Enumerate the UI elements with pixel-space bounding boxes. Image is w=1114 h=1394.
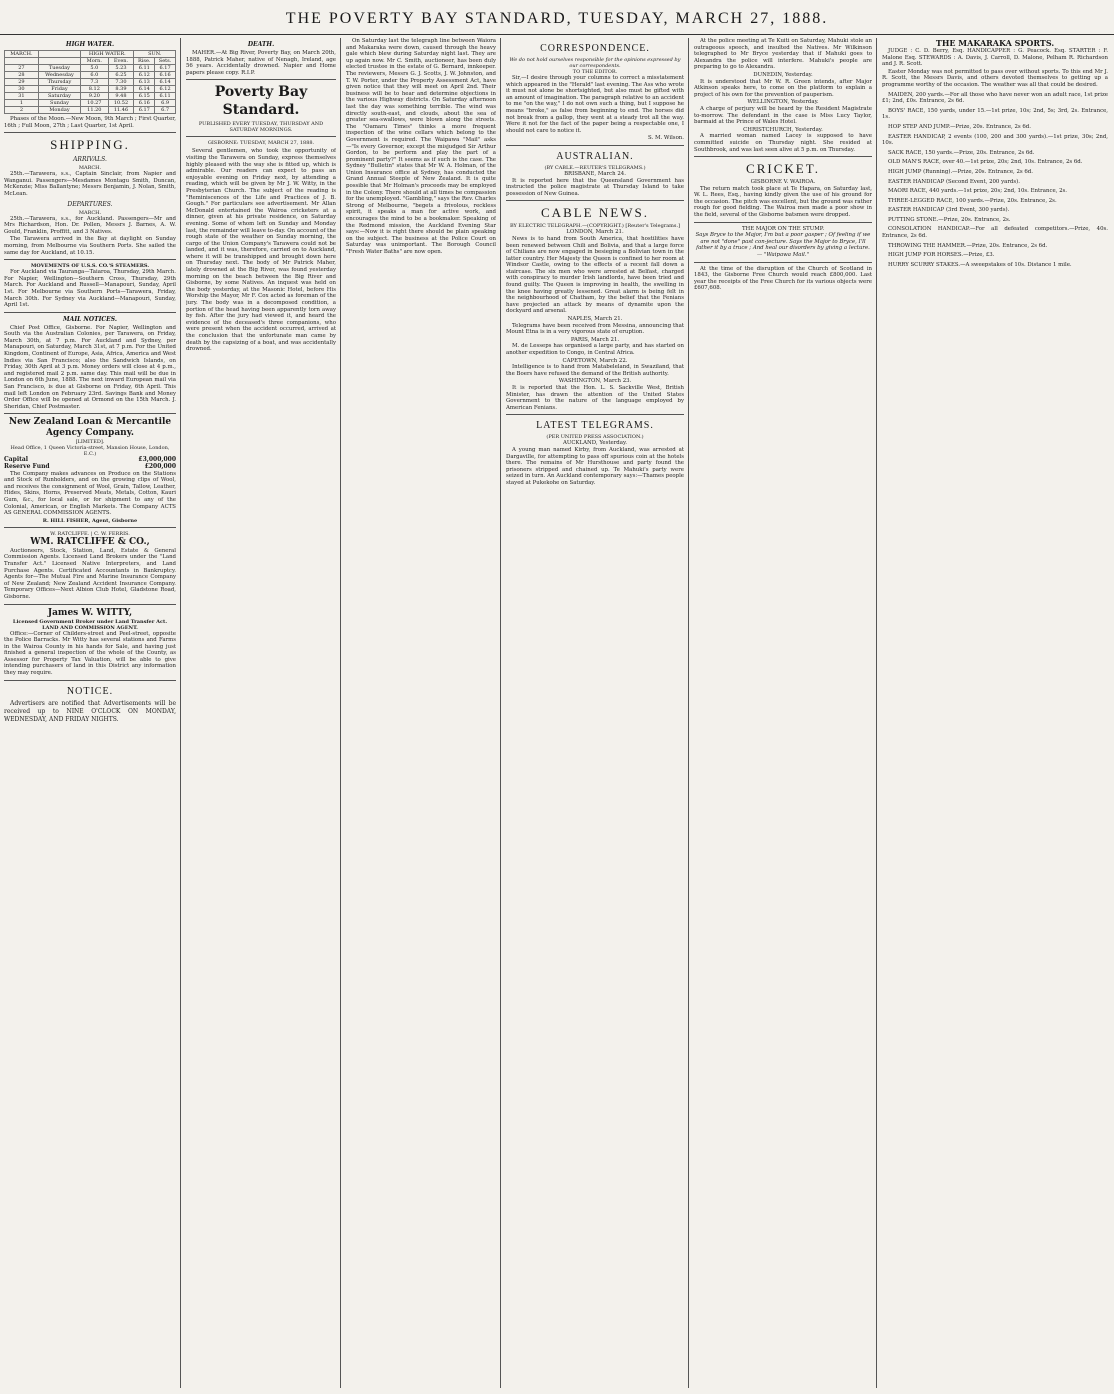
tide-cell: 6.0 [81,72,108,79]
tide-cell: 6.12 [155,86,176,93]
arrivals-heading: ARRIVALS. [73,156,107,164]
death-text: MAHER.—At Big River, Poverty Bay, on March 20th, 1888, Patrick Maher, native of Nenagh, Ireland, age 56 years. Accidentally drowned. Napier and Home papers please copy. R.I.P. [186,50,336,76]
tide-cell: 6.16 [155,72,176,79]
wellington-text: A charge of perjury will be heard by the Resident Magistrate to-morrow. The defendant in the case is Miss Lucy Taylor, barmaid at the Prince of Wales Hotel. [694,105,872,126]
tide-cell: Wednesday [38,72,80,79]
tide-header-sun: SUN. [134,51,176,58]
tide-cell: 11.46 [108,107,134,114]
washington-dateline: WASHINGTON, March 23. [558,378,632,385]
capetown-text: Intelligence is to hand from Matabeleland, in Swaziland, that the Boers have refused the demand of the British authority. [506,364,684,377]
tide-sub-even: Even. [108,58,134,65]
tide-row [5,86,176,93]
sports-event: SACK RACE, 150 yards.—Prize, 20s. Entrance, 2s 6d. [888,149,1035,156]
published-note: PUBLISHED EVERY TUESDAY, THURSDAY AND SATURDAY MORNINGS. [198,121,324,134]
auckland-dateline: AUCKLAND, Yesterday. [562,440,628,447]
tide-cell: 6.12 [134,72,155,79]
sports-event: BOYS' RACE, 150 yards, under 15.—1st prize, 10s; 2nd, 5s; 3rd, 2s. Entrance, 1s. [882,107,1108,121]
nz-loan-agent: R. HILL FISHER, Agent, Gisborne [42,517,138,524]
tide-row [5,100,176,107]
tide-cell: 31 [5,93,39,100]
paris-dateline: PARIS, March 21. [570,336,620,343]
column-rule [340,38,341,1388]
tide-header-month: MARCH. [5,51,39,58]
columns [4,38,1110,1390]
tide-cell: 6.11 [134,65,155,72]
witty-sub2: LAND AND COMMISSION AGENT. [42,624,138,631]
column-5-end: At the time of the disruption of the Church of Scotland in 1843, the Gisborne Free Church would reach £800,000. Last year the receipts of the Free Church for its various objects were £607,608. [694,265,872,292]
tide-cell: 10.27 [81,100,108,107]
nz-loan-office: Head Office, 1 Queen Victoria-street, Mansion House, London, E.C.) [10,445,170,458]
sports-event: HIGH JUMP (Running).—Prize, 20s. Entrance, 2s 6d. [888,168,1033,175]
tide-cell: 5.0 [81,65,108,72]
column-3 [346,38,496,1388]
judges: JUDGE : C. D. Berry, Esq. HANDICAPPER : G. Peacock. Esq. STARTER : F. Malone Esq. STEWARDS : A. Davis, J. Carroll, D. Malone, Pelham R. Richardson and J. R. Scott. [882,48,1108,68]
dunedin-text: It is understood that Mr W. R. Green intends, after Major Atkinson speaks here, to come on the platform to explain a project of his own for the prevention of pauperism. [694,78,872,98]
cable-text: News is to hand from South America, that hostilities have been renewed between Chili and Bolivia, and that a large force of Chilians are now engaged in besieging a Bolivian town in the latter country. Her Majesty the Queen is confined to her room at Windsor Castle, owing to the effects of a recent fall down a staircase. The six men who were arrested at Belfast, charged with conspiracy to murder Irish landlords, have been tried and found guilty. The Queen is improving in health, the swelling in the knee having greatly lessened. Great alarm is being felt in the neighbourhood of Chatham, by the belief that the Fenians have projected an attack by means of dynamite upon the dockyard and arsenal. [506,235,684,315]
tide-cell: Friday [38,86,80,93]
ratcliffe-names: W. RATCLIFFE. | C. W. FERRIS. [50,530,130,537]
uss-heading: MOVEMENTS OF U.S.S. CO.'S STEAMERS. [30,263,150,270]
departures-heading: DEPARTURES. [67,200,113,208]
arrivals-text: 25th.—Tarawera, s.s., Captain Sinclair, from Napier and Wanganui. Passengers—Mesdames Montagu Smith, Duncan, McKenzie; Miss Ballantyne; Messrs Benjamin, J. Nolan, Smith, McLean. [4,171,176,197]
sports-event: THREE-LEGGED RACE, 100 yards.—Prize, 20s. Entrance, 2s. [888,197,1057,204]
australian-by: (BY CABLE.—REUTER'S TELEGRAMS.) [544,164,646,171]
tide-cell: 6.11 [155,93,176,100]
events-list [882,92,1108,269]
tide-cell: Monday [38,107,80,114]
sports-event: EASTER HANDICAP (3rd Event, 300 yards). [888,207,1010,214]
column-1 [4,38,176,1388]
tide-cell: 6.17 [155,65,176,72]
dateline: GISBORNE: TUESDAY, MARCH 27, 1888. [207,140,315,147]
column-6 [882,38,1108,1388]
latest-by: (PER UNITED PRESS ASSOCIATION.) [546,434,644,441]
notice-heading: NOTICE. [66,685,114,697]
australian-dateline: BRISBANE, March 24. [564,170,626,177]
tide-cell: 9.48 [108,93,134,100]
column-4 [506,38,684,1388]
reserve-value: £200,000 [144,463,176,470]
arrivals-month: MARCH. [78,165,102,172]
high-water-heading: HIGH WATER. [65,41,115,48]
moon-phases: Phases of the Moon.—New Moon, 9th March ; First Quarter, 16th ; Full Moon, 27th ; Last Quarter, 1st April. [4,116,176,129]
cricket-subheading: GISBORNE V. WAIROA. [750,179,816,186]
tide-row [5,79,176,86]
the-major-heading: THE MAJOR ON THE STUMP. [741,225,825,232]
poem: Says Bryce to the Major, I'm but a poor gasper ; Of feeling if we are not "done" past con-jecture. Says the Major to Bryce, I'll father it by a truce ; And heal our disorders by giving a lecture. — "Waipawa Mail." [695,232,871,259]
death-heading: DEATH. [247,41,275,48]
column-2 [186,38,336,1388]
departures-month: MARCH. [78,209,102,216]
correspondence-heading: CORRESPONDENCE. [540,43,650,54]
reserve-label: Reserve Fund [4,463,50,470]
column-rule [180,38,181,1388]
cricket-text: The return match took place at Te Hapara, on Saturday last, W. L. Rees, Esq., having kindly given the use of his ground for the occasion. The pitch was excellent, but the ground was rather rough for good fielding. The Wairoa men made a poor show in the field, several of the Gisborne batsmen were dropped. [694,185,872,219]
christchurch-dateline: CHRISTCHURCH, Yesterday. [743,126,823,133]
tide-cell: 27 [5,65,39,72]
sports-intro: Easter Monday was not permitted to pass over without sports. To this end Mr J. R. Scott, the Messrs Davis, and others devoted themselves to getting up a programme worthy of the occasion. The weather was all that could be desired. [882,68,1108,88]
sports-event: PUTTING STONE.—Prize, 20s. Entrance, 2s. [888,216,1011,223]
witty-body: Office:—Corner of Childers-street and Peel-street, opposite the Police Barracks. Mr Witty has several stations and Farms in the Wairoa County in his hands for Sale, and having just finished a general inspection of the whole of the County, as Assessor for Property Tax Valuation, will be able to give intending purchasers of land in this District any information they may require. [4,630,176,677]
naples-dateline: NAPLES, March 21. [567,316,623,323]
cable-news-heading: CABLE NEWS. [541,205,649,221]
cable-by: BY ELECTRIC TELEGRAPH.—(COPYRIGHT.) [Reuter's Telegrams.] [509,223,681,230]
tide-cell: 28 [5,72,39,79]
column-3-body: On Saturday last the telegraph line between Waiora and Makaraka were down, caused through the heavy gale which blew during Saturday night last. They are up again now. Mr C. Smith, auctioneer, has been duly elected trustee in the estate of G. Bernard, innkeeper. The reviewers, Messrs G. J. Scotts, J. W. Johnston, and T. W. Porter, under the Property Assessment Act, have given notice that they will meet on April 2nd. Their business will be to hear and determine objections in the various Highway districts. On Saturday afternoon last the day was something terrible. The wind was directly south-east, and clouds, about the sea of greater sea-swallows, were blown along the streets. The "Oamaru Times" thinks a more frequent inspection of the wine cellars which belong to the Government is required. The Waipawa "Mail" asks—"Is every Governor, except the misjudged Sir Arthur Gordon, to be perform and play the part of a prominent party?" It seems as if such is the case. The Sydney "Bulletin" states that Mr W. A. Holman, of the Union Insurance office at Sydney, has conducted the Grand Annual Steeple of New Zealand. It is quite possible that Mr Holman's proceeds may be employed in the Colony. There should at all times be compassion for the unemployed. "Gambling," says the Rev. Charles Strong of Melbourne, "begets a frivolous, reckless spirit, it speaks a man for active work, and encourages the mind to be a bookmaker. Speaking of the Redmond mission, the Auckland Evening Star says:—Now it is right there should be plain speaking on the subject. The business at the Police Court on Saturday was unimportant. The Borough Council "Fresh Water Baths" are now open. [346,38,496,255]
sports-event: HURRY SCURRY STAKES.—A sweepstakes of 10s. Distance 1 mile. [888,261,1072,268]
sports-event: HOP STEP AND JUMP.—Prize, 20s. Entrance, 2s 6d. [888,123,1031,130]
letter: Sir,—I desire through your columns to correct a misstatement which appeared in the "Herald" last evening. The Ass who wrote it must not alone be shortsighted, but also must be gifted with an amount of imagination. The paragraph relative to an accident to me "on the way," I do not own such a thing, but I suppose he means "broke," as false from beginning to end. The horses did not break from a gallop, they went at a steady trot all the way. Were it not for the fact of the paper being a respectable one, I should not care to notice it. [506,75,684,134]
tide-cell: 7.30 [108,79,134,86]
tide-cell: 2 [5,107,39,114]
tide-cell: 6.9 [155,100,176,107]
masthead [0,0,1114,35]
sports-event: EASTER HANDICAP (Second Event, 200 yards). [888,178,1020,185]
correspondence-note: We do not hold ourselves responsible for the opinions expressed by our correspondents. [509,57,681,69]
tide-sub-morn: Morn. [81,58,108,65]
tide-cell: 6.16 [134,100,155,107]
masthead-title: THE POVERTY BAY STANDARD, TUESDAY, MARCH 27, 1888. [285,10,829,27]
tide-cell: 9.20 [81,93,108,100]
tide-cell: 5.23 [108,65,134,72]
tide-cell: 6.14 [134,86,155,93]
tide-cell: 11.20 [81,107,108,114]
australian-text: It is reported here that the Queensland Government has instructed the police magistrate at Thursday Island to take possession of New Guinea. [506,177,684,197]
ratcliffe-title: WM. RATCLIFFE & CO., [30,536,150,547]
sports-event: CONSOLATION HANDICAP.—For all defeated competitors.—Prize, 40s. Entrance, 2s 6d. [882,226,1108,240]
sports-event: MAORI RACE, 440 yards.—1st prize, 20s; 2nd, 10s. Entrance, 2s. [888,188,1067,195]
tide-cell: 10.52 [108,100,134,107]
tide-cell: Saturday [38,93,80,100]
mail-heading: MAIL NOTICES. [63,315,117,323]
tide-cell: 29 [5,79,39,86]
tide-row [5,65,176,72]
tide-cell: 6.17 [134,107,155,114]
tide-row [5,93,176,100]
sports-event: EASTER HANDICAP, 2 events (100, 200 and 300 yards).—1st prize, 30s; 2nd, 10s. [882,133,1108,147]
to-editor: TO THE EDITOR. [572,69,618,75]
paris-text: M. de Lesseps has organised a large party, and has started on another expedition to Congo, in Central Africa. [506,343,684,356]
sports-event: OLD MAN'S RACE, over 40.—1st prize, 20s; 2nd, 10s. Entrance, 2s 6d. [888,159,1083,166]
tide-cell: Tuesday [38,65,80,72]
column-rule [876,38,877,1388]
makaraka-heading: THE MAKARAKA SPORTS. [935,38,1055,48]
sports-event: HIGH JUMP FOR HORSES.—Prize, £3. [888,252,995,259]
capital-value: £3,000,000 [138,456,176,464]
tide-row [5,72,176,79]
column-rule [688,38,689,1388]
tide-cell: 8.12 [81,86,108,93]
tide-sub-sets: Sets. [155,58,176,65]
uss-text: For Auckland via Tauranga—Taiaroa, Thursday, 29th March. For Napier, Wellington—Southern Cross, Thursday, 29th March. For Auckland and Russell—Manapouri, Sunday, April 1st. For Melbourne via Southern Ports—Tarawera, Friday, March 30th. For Sydney via Auckland—Manapouri, Sunday, April 1st. [4,269,176,309]
sports-event: MAIDEN, 200 yards.—For all those who have never won an adult race, 1st prize £1; 2nd, £0s. Entrance, 2s 6d. [882,91,1108,105]
tide-row [5,107,176,114]
tide-cell: 6.14 [155,79,176,86]
tide-table [4,50,176,114]
capital-label: Capital [4,456,29,464]
notice-body: Advertisers are notified that Advertisements will be received up to NINE O'CLOCK ON MONDAY, WEDNESDAY, AND FRIDAY NIGHTS. [4,699,176,723]
wellington-dateline: WELLINGTON, Yesterday. [747,99,819,106]
cricket-heading: CRICKET. [746,161,820,177]
tide-cell: 6.13 [134,79,155,86]
auckland-text: A young man named Kirby, from Auckland, was arrested at Dargaville, for attempting to pass off spurious coin at the hotels there. The remains of Mr Hursthouse and party found the prisoners stripped and chained up. Te Mahuki's party were seized in turn. An Auckland contemporary says:—Thames people stayed at Pukekohe on Saturday. [506,446,684,486]
tide-header-high: HIGH WATER. [81,51,134,58]
shipping-heading: SHIPPING. [50,137,130,153]
nz-loan-title: New Zealand Loan & Mercantile Agency Company. [8,417,172,439]
reserve-row [4,464,176,471]
washington-text: It is reported that the Hon. L. S. Sackville West, British Minister, has drawn the attention of the United States Government to the nature of the language employed by American Fenians. [506,384,684,411]
witty-sub: Licensed Government Broker under Land Transfer Act. [12,618,168,625]
cable-dateline: LONDON, March 21. [566,229,624,236]
paper-title: Poverty Bay Standard. [214,84,308,119]
nz-loan-limited: [LIMITED]. [75,439,105,446]
capetown-dateline: CAPETOWN, March 22. [562,357,628,364]
ratcliffe-body: Auctioneers, Stock, Station, Land, Estate & General Commission Agents. Licensed Land Brokers under the "Land Transfer Act." Licensed Native Interpreters, and Land Purchase Agents. Certificated Accountants in Bankruptcy. Agents for—The Mutual Fire and Marine Insurance Company of New Zealand; New Zealand Accident Insurance Company. Temporary Offices—Next Albion Club Hotel, Gladstone Road, Gisborne. [4,547,176,600]
australian-heading: AUSTRALIAN. [556,150,634,162]
tide-cell: 6.15 [134,93,155,100]
expected-text: The Tarawera arrived in the Bay at daylight on Sunday morning, from Melbourne via Southern Ports. She sailed the same day for Auckland, at 10.15. [4,236,176,256]
departures-text: 25th.—Tarawera, s.s., for Auckland. Passengers—Mr and Mrs Richardson, Hon. Dr. Pollen, Messrs J. Barnes, A. W. Gould, Franklin, Proffitt, and 3 Natives. [4,215,176,235]
column-5 [694,38,872,1388]
latest-telegrams-heading: LATEST TELEGRAMS. [536,420,654,432]
naples-text: Telegrams have been received from Messina, announcing that Mount Etna is in a very vigorous state of eruption. [506,322,684,336]
tide-sub-rise: Rise. [134,58,155,65]
editorial-body: Several gentlemen, who took the opportunity of visiting the Tarawera on Sunday, express themselves highly pleased with the way she is fitted up, which is admirable. Our readers can expect to pass an enjoyable evening on Friday next, by attending a reading, which will be given by Mr J. W. Witty, in the Presbyterian Church. The subject of the reading is "Reminiscences of the Life and Practices of J. B. Gough." For particulars see advertisement. Mr Allan McDonald entertained the Wairoa cricketers at a dinner, given at his private residence, on Saturday evening. Some of whom left on Sunday and Monday last, the remainder will leave to-day. On account of the rough state of the weather on Sunday morning, the cargo of the Union Company's Tarawera could not be landed, and it was, therefore, carried on to Auckland, where it will be transhipped and brought down here on Thursday next. The body of Mr Patrick Maher, lately drowned at the Big River, was found yesterday morning on the beach between the Big River and Gisborne, by some Natives. An inquest was held on the body yesterday, at the Masonic Hotel, before His Worship the Mayor, Mr F. Cox acted as foreman of the jury. The body was in a decomposed condition, a portion of the head having been apparently torn away by fish. After the jury had viewed it, and heard the evidence of the deceased's three companions, who were present when the accident occurred, arrived at the conclusion that the unfortunate man came by death by the capsizing of a boat, and was accidentally drowned. [186,148,336,353]
dunedin-dateline: DUNEDIN, Yesterday. [753,71,813,78]
tide-cell: 7.3 [81,79,108,86]
tide-cell: 6.7 [155,107,176,114]
tide-cell: Thursday [38,79,80,86]
nz-loan-body: The Company makes advances on Produce on the Stations and Stock of Runholders, and on the growing clips of Wool, and receives the consignment of Wool, Grain, Tallow, Leather, Hides, Skins, Horns, Preserved Meats, Metals, Cotton, Kauri Gum, &c., for local sale, or for shipment to any of the Colonial, American, or English Markets. The Company ACTS AS GENERAL COMMISSION AGENTS. [4,470,176,517]
column-rule [500,38,501,1388]
sports-event: THROWING THE HAMMER.—Prize, 20s. Entrance, 2s 6d. [888,242,1048,249]
tide-cell: 8.39 [108,86,134,93]
letter-sign: S. M. Wilson. [648,135,684,142]
tide-cell: Sunday [38,100,80,107]
column-5-intro: At the police meeting at Te Kuiti on Saturday, Mahuki stole an outrageous speech, and insulted the Natives. Mr Wilkinson telegraphed to Mr Bryce yesterday that if Mahuki goes to Alexandra the police will interfere. Mahuki's people are preparing to go to Alexandra. [694,38,872,71]
mail-text: Chief Post Office, Gisborne. For Napier, Wellington and South via the Australian Colonies, per Tarawera, on Friday, March 30th, at 7 p.m. For Auckland and Sydney, per Manapouri, on Saturday, March 31st, at 7 p.m. For the United Kingdom, Continent of Europe, Asia, Africa, America and West Indies via San Francisco; also the Sandwich Islands, on Friday, 30th April at 3 p.m. Money orders will close at 4 p.m., and registered mail 2 p.m. same day. This mail will be due in London on 6th June, 1888. The next inward European mail via San Francisco, is due at Gisborne on Friday, 6th April. This mail left London on February 23rd. Savings Bank and Money Order Office will be opened at Ormond on the 15th March. J. Sheridan, Chief Postmaster. [4,324,176,410]
tide-cell: 1 [5,100,39,107]
tide-cell: 6.25 [108,72,134,79]
tide-cell: 30 [5,86,39,93]
christchurch-text: A married woman named Lacey is supposed to have committed suicide on Thursday night. She resided at Southbrook, and was last seen alive at 5 p.m. on Thursday. [694,133,872,153]
witty-title: James W. WITTY, [47,607,133,618]
